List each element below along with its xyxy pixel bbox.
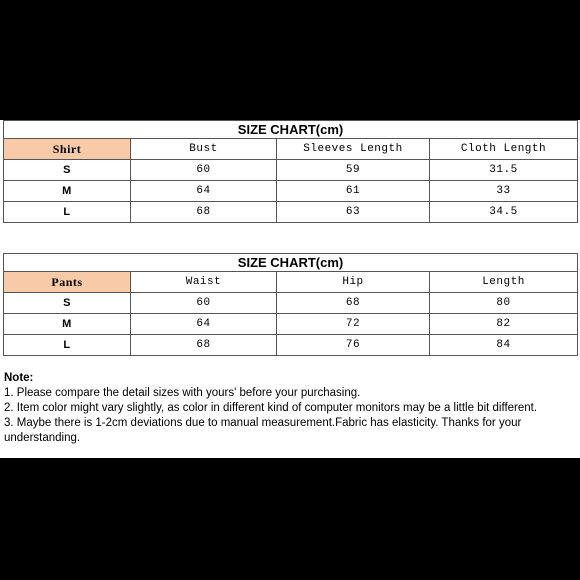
- waist-value: 60: [131, 293, 277, 314]
- sleeves-length-value: 63: [277, 202, 430, 223]
- table-row: [4, 293, 578, 314]
- cloth-length-value: 31.5: [430, 160, 578, 181]
- sleeves-length-value: 61: [277, 181, 430, 202]
- bust-value: 68: [131, 202, 277, 223]
- note-item: 1. Please compare the detail sizes with yours' before your purchasing.: [4, 387, 361, 399]
- sleeves-length-value: 59: [277, 160, 430, 181]
- size-label: S: [4, 293, 131, 314]
- size-chart-sheet: [0, 120, 580, 458]
- hip-value: 68: [277, 293, 430, 314]
- table-title-row: [4, 254, 578, 272]
- note-item: 2. Item color might vary slightly, as color in different kind of computer monitors may be a little bit different.: [4, 402, 538, 414]
- length-value: 82: [430, 314, 578, 335]
- hip-value: 76: [277, 335, 430, 356]
- hip-value: 72: [277, 314, 430, 335]
- table-title: SIZE CHART(cm): [4, 254, 578, 272]
- table-header-row: [4, 272, 578, 293]
- notes-title: Note:: [4, 372, 34, 384]
- header-shirt: Shirt: [4, 139, 131, 160]
- size-label: M: [4, 314, 131, 335]
- size-label: L: [4, 202, 131, 223]
- waist-value: 68: [131, 335, 277, 356]
- bust-value: 64: [131, 181, 277, 202]
- pants-size-table: [3, 253, 578, 356]
- header-waist: Waist: [131, 272, 277, 293]
- table-header-row: [4, 139, 578, 160]
- size-label: M: [4, 181, 131, 202]
- size-label: S: [4, 160, 131, 181]
- notes-section: [4, 371, 574, 446]
- table-row: [4, 202, 578, 223]
- bust-value: 60: [131, 160, 277, 181]
- table-title-row: [4, 121, 578, 139]
- cloth-length-value: 34.5: [430, 202, 578, 223]
- length-value: 80: [430, 293, 578, 314]
- header-pants: Pants: [4, 272, 131, 293]
- header-hip: Hip: [277, 272, 430, 293]
- table-row: [4, 160, 578, 181]
- header-sleeves-length: Sleeves Length: [277, 139, 430, 160]
- table-row: [4, 314, 578, 335]
- table-row: [4, 181, 578, 202]
- header-cloth-length: Cloth Length: [430, 139, 578, 160]
- length-value: 84: [430, 335, 578, 356]
- cloth-length-value: 33: [430, 181, 578, 202]
- note-item: 3. Maybe there is 1-2cm deviations due to manual measurement.Fabric has elasticity. Thanks for your understanding.: [4, 417, 522, 444]
- header-length: Length: [430, 272, 578, 293]
- header-bust: Bust: [131, 139, 277, 160]
- waist-value: 64: [131, 314, 277, 335]
- shirt-size-table: [3, 120, 578, 223]
- table-title: SIZE CHART(cm): [4, 121, 578, 139]
- table-row: [4, 335, 578, 356]
- size-label: L: [4, 335, 131, 356]
